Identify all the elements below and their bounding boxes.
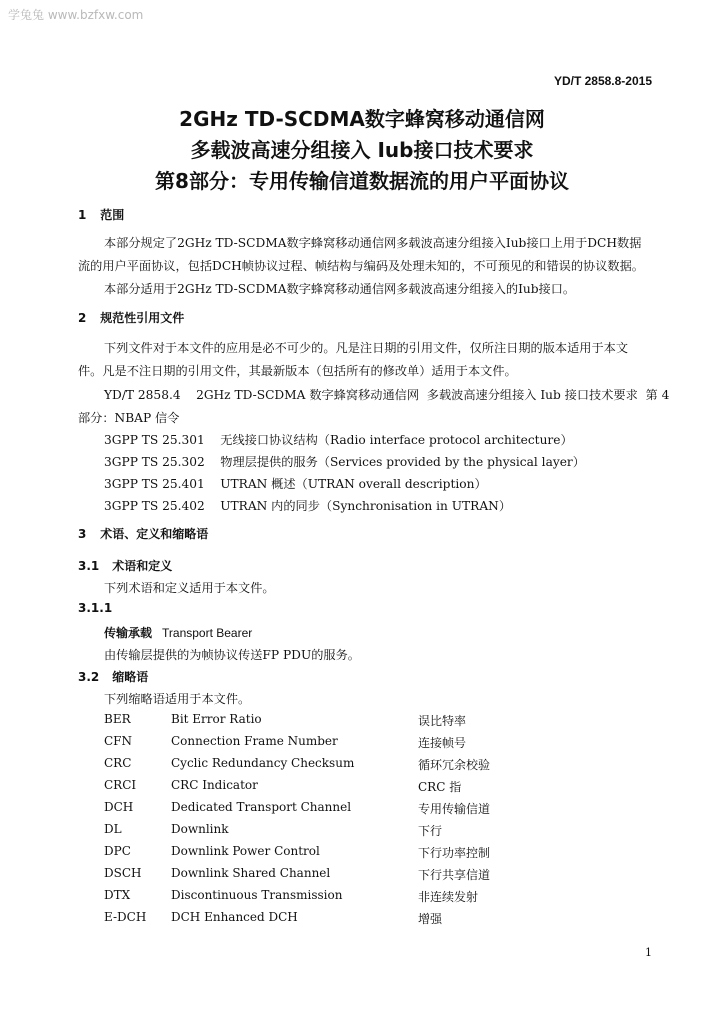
section-number: 3.2	[78, 670, 100, 684]
abbreviation-chinese: 增强	[418, 912, 443, 926]
section-2-heading	[78, 309, 184, 326]
paragraph: 流的用户平面协议，包括DCH帧协议过程、帧结构与编码及处理未知的，不可预见的和错误的协议数据。	[78, 259, 644, 273]
abbreviation-code: CRC	[104, 756, 132, 770]
abbreviation-english: CRC Indicator	[171, 778, 258, 792]
abbreviation-code: DL	[104, 822, 122, 836]
paragraph: 本部分规定了2GHz TD-SCDMA数字蜂窝移动通信网多载波高速分组接入Iub接口上用于DCH数据	[104, 236, 642, 250]
watermark: 学兔兔 www.bzfxw.com	[8, 8, 144, 22]
abbreviation-chinese: 循环冗余校验	[418, 758, 491, 772]
abbreviation-english: DCH Enhanced DCH	[171, 910, 298, 924]
abbreviation-chinese: 专用传输信道	[418, 802, 491, 816]
abbreviation-code: DPC	[104, 844, 131, 858]
standard-number: YD/T 2858.8-2015	[553, 74, 652, 88]
reference-item: 3GPP TS 25.301 无线接口协议结构（Radio interface protocol architecture）	[104, 433, 573, 447]
term-definition: 由传输层提供的为帧协议传送FP PDU的服务。	[104, 648, 360, 662]
reference-item: 3GPP TS 25.402 UTRAN 内的同步（Synchronisation in UTRAN）	[104, 499, 512, 513]
section-title: 缩略语	[112, 670, 149, 684]
abbreviation-chinese: 连接帧号	[418, 736, 467, 750]
section-title: 术语、定义和缩略语	[100, 527, 209, 541]
abbreviation-code: CFN	[104, 734, 133, 748]
abbreviation-english: Downlink Shared Channel	[171, 866, 331, 880]
abbreviation-chinese: 误比特率	[418, 714, 467, 728]
abbreviation-chinese: 下行	[418, 824, 443, 838]
reference-item: YD/T 2858.4 2GHz TD-SCDMA 数字蜂窝移动通信网 多载波高速分组接入 Iub 接口技术要求 第 4	[104, 388, 670, 402]
abbreviation-chinese: 非连续发射	[418, 890, 479, 904]
reference-item: 部分：NBAP 信令	[78, 411, 180, 425]
paragraph: 下列缩略语适用于本文件。	[104, 692, 251, 706]
doc-title-line-3: 第8部分：专用传输信道数据流的用户平面协议	[155, 169, 569, 193]
section-number: 2	[78, 311, 87, 325]
section-title: 范围	[100, 208, 125, 222]
abbreviation-code: BER	[104, 712, 131, 726]
paragraph: 本部分适用于2GHz TD-SCDMA数字蜂窝移动通信网多载波高速分组接入的Iub接口。	[104, 282, 576, 296]
abbreviation-english: Dedicated Transport Channel	[171, 800, 352, 814]
reference-item: 3GPP TS 25.302 物理层提供的服务（Services provided by the physical layer）	[104, 455, 585, 469]
section-title: 规范性引用文件	[100, 311, 185, 325]
section-number: 3	[78, 527, 87, 541]
section-number: 1	[78, 208, 87, 222]
abbreviation-chinese: CRC 指	[418, 780, 462, 794]
section-title: 术语和定义	[112, 559, 173, 573]
abbreviation-english: Cyclic Redundancy Checksum	[171, 756, 355, 770]
paragraph: 下列术语和定义适用于本文件。	[104, 581, 275, 595]
abbreviation-chinese: 下行共享信道	[418, 868, 491, 882]
term-zh: 传输承载	[104, 626, 153, 640]
section-1-heading	[78, 206, 124, 223]
section-3-heading	[78, 525, 208, 542]
doc-title-line-2: 多载波高速分组接入 Iub接口技术要求	[190, 138, 534, 162]
doc-title-line-1: 2GHz TD-SCDMA数字蜂窝移动通信网	[179, 107, 545, 131]
abbreviation-english: Bit Error Ratio	[171, 712, 262, 726]
abbreviation-english: Downlink	[171, 822, 229, 836]
abbreviation-code: E-DCH	[104, 910, 147, 924]
reference-item: 3GPP TS 25.401 UTRAN 概述（UTRAN overall description）	[104, 477, 487, 491]
abbreviation-english: Downlink Power Control	[171, 844, 320, 858]
page-number: 1	[645, 946, 652, 959]
term-entry	[104, 624, 252, 641]
section-3-1-heading	[78, 557, 172, 574]
term-en: Transport Bearer	[162, 626, 253, 640]
paragraph: 下列文件对于本文件的应用是必不可少的。凡是注日期的引用文件，仅所注日期的版本适用于本文	[104, 341, 629, 355]
section-3-2-heading	[78, 668, 148, 685]
paragraph: 件。凡是不注日期的引用文件，其最新版本（包括所有的修改单）适用于本文件。	[78, 364, 517, 378]
abbreviation-code: DCH	[104, 800, 134, 814]
abbreviation-english: Discontinuous Transmission	[171, 888, 343, 902]
abbreviation-code: DTX	[104, 888, 131, 902]
section-number: 3.1	[78, 559, 100, 573]
abbreviation-english: Connection Frame Number	[171, 734, 338, 748]
abbreviation-code: CRCI	[104, 778, 137, 792]
abbreviation-code: DSCH	[104, 866, 142, 880]
section-3-1-1-number: 3.1.1	[78, 601, 113, 615]
abbreviation-chinese: 下行功率控制	[418, 846, 491, 860]
